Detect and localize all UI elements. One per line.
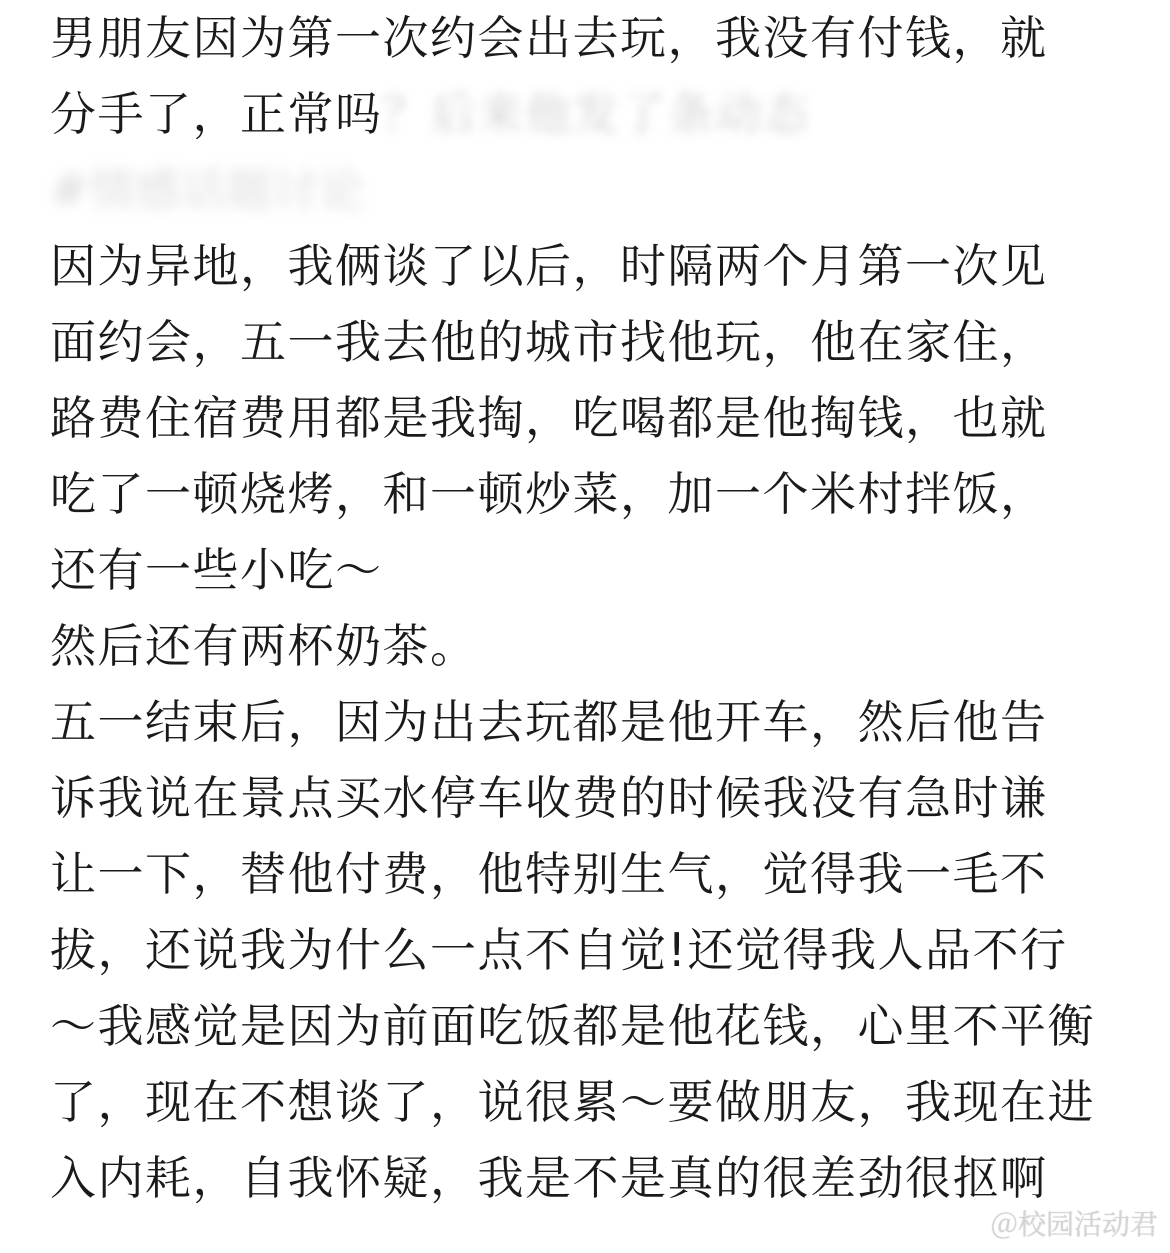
body-line: 五一结束后，因为出去玩都是他开车，然后他告 xyxy=(50,695,1048,749)
body-line: 吃了一顿烧烤，和一顿炒菜，加一个米村拌饭， xyxy=(50,467,1048,521)
body-line: 入内耗，自我怀疑，我是不是真的很差劲很抠啊 xyxy=(50,1151,1048,1205)
body-line: 还有一些小吃～ xyxy=(50,543,383,597)
body-line: ～我感觉是因为前面吃饭都是他花钱，心里不平衡 xyxy=(50,999,1095,1053)
blurred-hashtag: #情感话题讨论 xyxy=(50,163,365,217)
body-line: 因为异地，我俩谈了以后，时隔两个月第一次见 xyxy=(50,239,1048,293)
body-line: 然后还有两杯奶茶。 xyxy=(50,619,478,673)
body-line: 诉我说在景点买水停车收费的时候我没有急时谦 xyxy=(50,771,1048,825)
blurred-title-tail: ？后来他发了条动态 xyxy=(382,87,810,141)
body-line: 拔，还说我为什么一点不自觉!还觉得我人品不行 xyxy=(50,923,1068,977)
post-title-text: 分手了，正常吗 xyxy=(50,87,383,141)
post-title-line-2 xyxy=(50,76,1130,152)
post-content xyxy=(50,0,1130,1216)
weibo-watermark: ＠校园活动君 xyxy=(989,1208,1158,1241)
hashtag-row xyxy=(50,152,1130,228)
body-line: 路费住宿费用都是我掏，吃喝都是他掏钱，也就 xyxy=(50,391,1048,445)
post-title-line-1: 男朋友因为第一次约会出去玩，我没有付钱，就 xyxy=(50,11,1048,65)
body-line: 面约会，五一我去他的城市找他玩，他在家住， xyxy=(50,315,1048,369)
body-line: 让一下，替他付费，他特别生气，觉得我一毛不 xyxy=(50,847,1048,901)
body-line: 了，现在不想谈了，说很累～要做朋友，我现在进 xyxy=(50,1075,1095,1129)
